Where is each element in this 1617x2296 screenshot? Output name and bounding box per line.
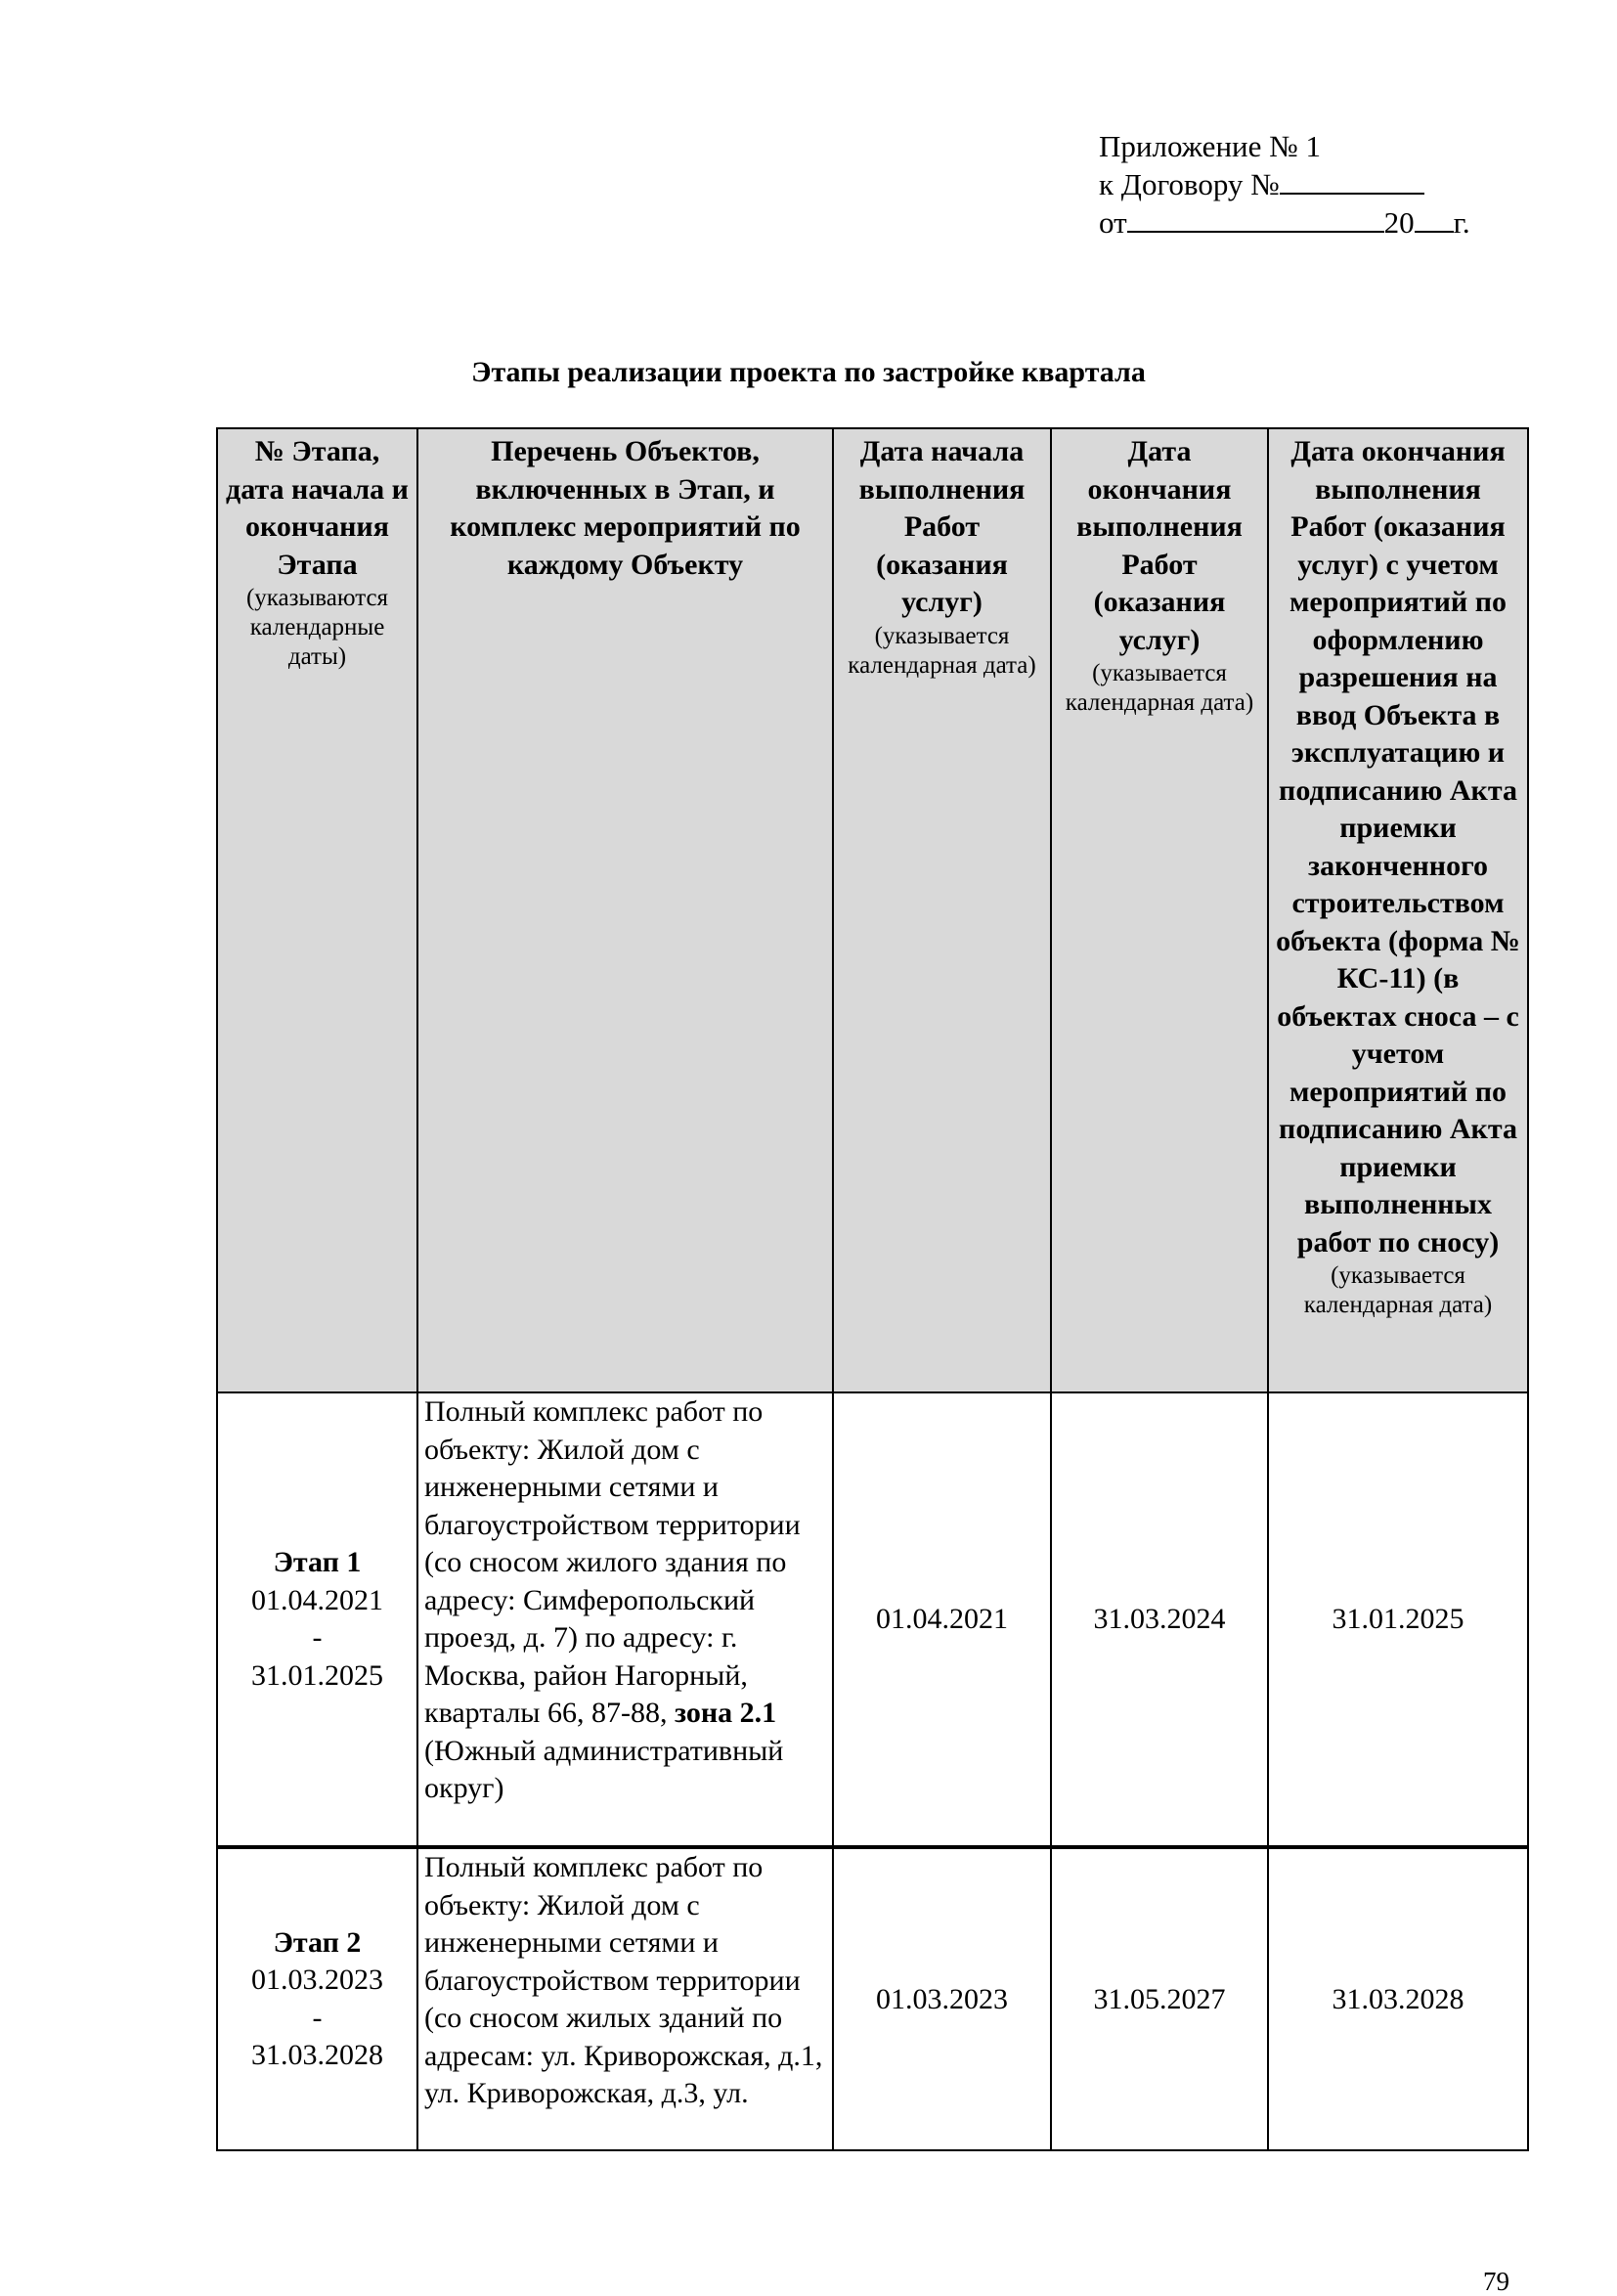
- date-end-cell: 31.05.2027: [1051, 1847, 1268, 2150]
- date-final-cell: 31.01.2025: [1268, 1392, 1528, 1847]
- object-description: [417, 1392, 833, 1847]
- contract-number-line: [1099, 165, 1470, 203]
- year-prefix: 20: [1383, 205, 1415, 240]
- header-objects: [417, 428, 833, 1392]
- contract-number-blank: [1280, 169, 1424, 195]
- header-date-final: [1268, 428, 1528, 1392]
- table-row: [217, 1392, 1528, 1847]
- object-description: [417, 1847, 833, 2150]
- header-stage-note: (указываются календарные даты): [245, 585, 389, 670]
- header-date-final-note: (указывается календарная дата): [1303, 1262, 1493, 1318]
- stage-start: 01.04.2021: [251, 1583, 383, 1616]
- description-text: Полный комплекс работ по объекту: Жилой дом с инженерными сетями и благоустройством территории (со сносом жилых зданий по адресам: ул. Криворожская, д.1, ул. Криворожская, д.3, ул.: [424, 1851, 823, 2109]
- header-objects-label: Перечень Объектов, включенных в Этап, и комплекс мероприятий по каждому Объекту: [450, 435, 801, 581]
- stage-cell: [217, 1847, 417, 2150]
- stage-label: Этап 1: [273, 1546, 362, 1578]
- stage-end: 31.03.2028: [251, 2039, 383, 2071]
- header-date-start: [833, 428, 1051, 1392]
- year-suffix: г.: [1453, 205, 1470, 240]
- stage-cell: [217, 1392, 417, 1847]
- contract-date-line: [1099, 203, 1470, 242]
- date-final-cell: 31.03.2028: [1268, 1847, 1528, 2150]
- date-start-cell: 01.03.2023: [833, 1847, 1051, 2150]
- appendix-block: [1099, 127, 1470, 242]
- date-end-cell: 31.03.2024: [1051, 1392, 1268, 1847]
- table-row: [217, 1847, 1528, 2150]
- header-date-start-label: Дата начала выполнения Работ (оказания услуг): [858, 435, 1026, 618]
- page-title: Этапы реализации проекта по застройке квартала: [471, 356, 1146, 388]
- stage-dash: -: [312, 1621, 323, 1654]
- contract-prefix: к Договору №: [1099, 167, 1280, 201]
- header-date-final-label: Дата окончания выполнения Работ (оказания услуг) с учетом мероприятий по оформлению разрешения на ввод Объекта в эксплуатацию и подписанию Акта приемки законченного строительством объекта (форма № КС-11) (в объектах сноса – с учетом мероприятий по подписанию Акта приемки выполненных работ по сносу): [1276, 435, 1520, 1258]
- description-text: Полный комплекс работ по объекту: Жилой дом с инженерными сетями и благоустройством территории (со сносом жилого здания по адресу: Симферопольский проезд, д. 7) по адресу: г. Москва, район Нагорный, кварталы 66, 87-88,: [424, 1395, 801, 1729]
- zone-label: зона 2.1: [674, 1697, 777, 1729]
- appendix-title: Приложение № 1: [1099, 129, 1321, 163]
- page-number: 79: [1483, 2267, 1509, 2296]
- description-district: (Южный административный округ): [424, 1734, 784, 1804]
- header-date-end-label: Дата окончания выполнения Работ (оказания услуг): [1076, 435, 1243, 656]
- header-stage-label: № Этапа, дата начала и окончания Этапа: [226, 435, 409, 581]
- stage-label: Этап 2: [273, 1925, 362, 1959]
- date-blank: [1127, 207, 1384, 233]
- header-date-end-note: (указывается календарная дата): [1065, 660, 1254, 716]
- header-date-end: [1051, 428, 1268, 1392]
- date-start-cell: 01.04.2021: [833, 1392, 1051, 1847]
- table-header-row: [217, 428, 1528, 1392]
- header-date-start-note: (указывается календарная дата): [848, 622, 1036, 679]
- stage-dash: -: [312, 2001, 323, 2034]
- year-blank: [1415, 207, 1454, 233]
- stage-end: 31.01.2025: [251, 1658, 383, 1692]
- header-stage: [217, 428, 417, 1392]
- stages-table: [216, 427, 1529, 2151]
- stage-start: 01.03.2023: [251, 1964, 383, 1996]
- date-prefix: от: [1099, 205, 1127, 240]
